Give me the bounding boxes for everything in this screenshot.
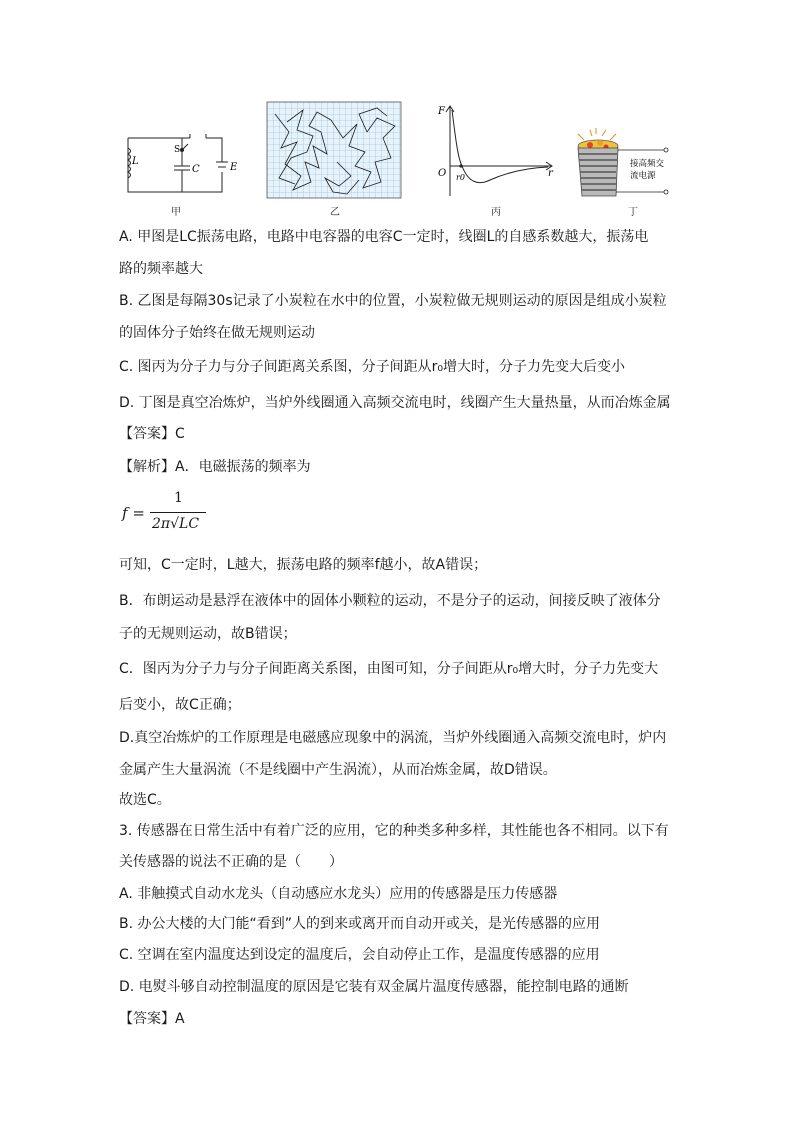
figure-jia-lc-circuit (118, 128, 250, 208)
frequency-formula (122, 490, 242, 538)
option-c: C. 图丙为分子力与分子间距离关系图，分子间距从r₀增大时，分子力先变大后变小 (119, 359, 626, 375)
figure-yi-caption: 乙 (330, 207, 340, 218)
figure-yi-brownian-motion (267, 102, 401, 198)
q3-option-b: B. 办公大楼的大门能“看到”人的到来或离开而自动开或关，是光传感器的应用 (119, 916, 601, 932)
label-r: r (548, 168, 553, 179)
figure-bing-caption: 丙 (491, 207, 501, 218)
answer-q2: 【答案】C (119, 426, 185, 442)
formula-numerator: 1 (174, 490, 183, 506)
option-d: D. 丁图是真空冶炼炉，当炉外线圈通入高频交流电时，线圈产生大量热量，从而冶炼金属 (119, 395, 671, 411)
q3-option-d: D. 电熨斗够自动控制温度的原因是它装有双金属片温度传感器，能控制电路的通断 (119, 979, 629, 995)
analysis-conclusion: 故选C。 (119, 792, 171, 808)
analysis-b-line1: B．布朗运动是悬浮在液体中的固体小颗粒的运动，不是分子的运动，间接反映了液体分 (119, 593, 661, 609)
option-a-line2: 路的频率越大 (119, 261, 203, 277)
note-line2: 流电源 (630, 171, 656, 181)
analysis-c-line2: 后变小，故C正确； (119, 697, 241, 713)
analysis-d-line2: 金属产生大量涡流（不是线圈中产生涡流），从而冶炼金属，故D错误。 (119, 762, 557, 778)
q3-option-c: C. 空调在室内温度达到设定的温度后，会自动停止工作，是温度传感器的应用 (119, 947, 600, 963)
figure-bing-force-distance (430, 102, 560, 198)
label-C: C (192, 164, 200, 175)
analysis-intro: 【解析】A．电磁振荡的频率为 (119, 459, 311, 475)
label-E: E (230, 162, 238, 173)
q3-stem-line2: 关传感器的说法不正确的是（ ） (119, 854, 343, 870)
label-r0: r0 (456, 173, 465, 182)
q3-stem-line1: 3. 传感器在日常生活中有着广泛的应用，它的种类多种多样，其性能也各不相同。以下有 (119, 823, 669, 839)
answer-q3: 【答案】A (119, 1011, 185, 1027)
option-b-line1: B. 乙图是每隔30s记录了小炭粒在水中的位置，小炭粒做无规则运动的原因是组成小炭粒 (119, 293, 667, 309)
figure-ding-furnace (574, 130, 684, 198)
formula-denominator: 2π√LC (152, 516, 200, 532)
label-S: S (174, 145, 181, 155)
analysis-a: 可知，C一定时，L越大，振荡电路的频率f越小，故A错误； (119, 557, 488, 573)
formula-bar (150, 512, 206, 513)
q3-option-a: A. 非触摸式自动水龙头（自动感应水龙头）应用的传感器是压力传感器 (119, 886, 558, 902)
label-L: L (132, 156, 139, 167)
option-a-line1: A. 甲图是LC振荡电路，电路中电容器的电容C一定时，线圈L的自感系数越大，振荡电 (119, 229, 649, 245)
analysis-d-line1: D.真空冶炼炉的工作原理是电磁感应现象中的涡流，当炉外线圈通入高频交流电时，炉内 (119, 730, 667, 746)
analysis-b-line2: 子的无规则运动，故B错误； (119, 626, 297, 642)
figure-jia-caption: 甲 (171, 207, 181, 218)
option-b-line2: 的固体分子始终在做无规则运动 (119, 325, 315, 341)
formula-lhs: f = (122, 504, 145, 522)
label-F: F (438, 106, 445, 117)
analysis-c-line1: C．图丙为分子力与分子间距离关系图，由图可知，分子间距从r₀增大时，分子力先变大 (119, 661, 659, 677)
note-line1: 接高频交 (630, 159, 665, 169)
figure-ding-caption: 丁 (628, 207, 638, 218)
label-O: O (438, 168, 447, 179)
